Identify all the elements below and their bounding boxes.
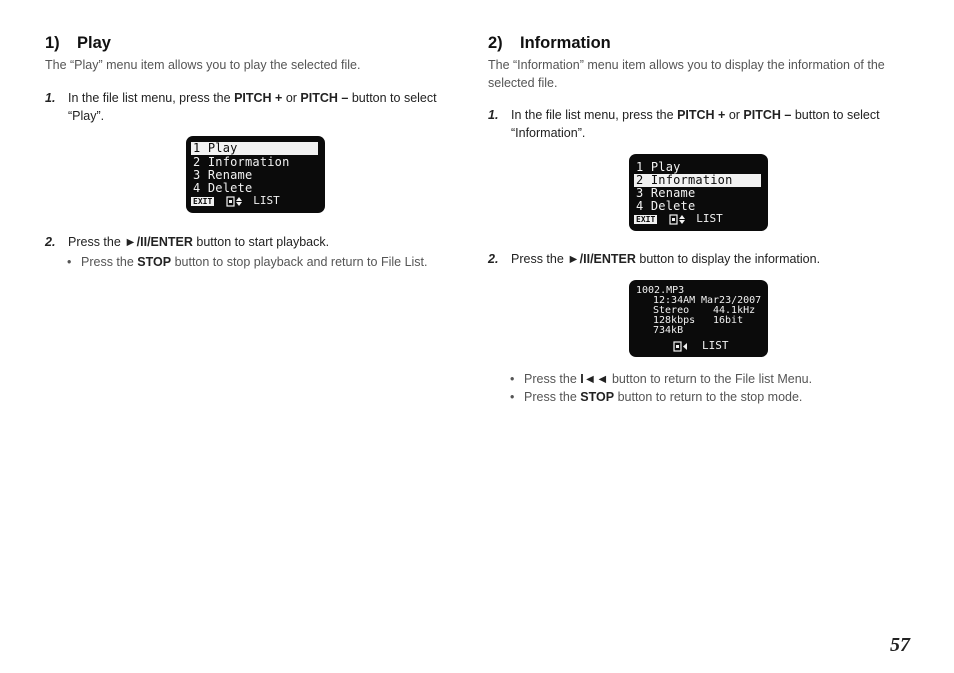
- bullet-note: • Press the STOP button to stop playback and return to File List.: [67, 255, 428, 269]
- list-label: LIST: [702, 339, 729, 352]
- menu-row-play: 1 Play: [636, 160, 681, 174]
- intro-text: The “Play” menu item allows you to play the selected file.: [45, 58, 361, 72]
- info-time: 12:34AM: [653, 295, 696, 306]
- step-number: 2.: [488, 252, 499, 266]
- intro-text: The “Information” menu item allows you to display the information of the selected file.: [488, 58, 885, 90]
- lcd-footer: [634, 213, 723, 225]
- lcd-menu-screen: [186, 136, 325, 213]
- info-date: Mar23/2007: [701, 295, 762, 306]
- list-label: LIST: [696, 212, 723, 225]
- menu-row-delete: 4 Delete: [193, 181, 253, 195]
- lcd-footer: [191, 195, 280, 207]
- info-filename: 1002.MP3: [636, 285, 685, 296]
- menu-row-information: 2 Information: [193, 155, 290, 169]
- folder-back-icon: [673, 341, 689, 352]
- heading-number: 1): [45, 34, 60, 52]
- heading-title: Play: [77, 34, 111, 52]
- folder-up-down-icon: [669, 214, 689, 225]
- list-label: LIST: [253, 194, 280, 207]
- step-1: [488, 106, 910, 142]
- lcd-footer: [673, 340, 729, 352]
- section-heading: [488, 34, 611, 53]
- info-size: 734kB: [653, 325, 684, 336]
- bullet-note: • Press the STOP button to return to the stop mode.: [510, 390, 803, 404]
- step-number: 2.: [45, 235, 56, 249]
- exit-label: EXIT: [193, 196, 213, 206]
- menu-row-information: 2 Information: [634, 174, 761, 187]
- lcd-info-screen: [629, 280, 768, 357]
- step-text: In the file list menu, press the PITCH + or PITCH – button to select “Information”.: [511, 108, 880, 140]
- bullet-note: • Press the I◄◄ button to return to the File list Menu.: [510, 372, 813, 386]
- step-2: [488, 250, 910, 268]
- menu-row-play: 1 Play: [191, 142, 318, 155]
- step-text: In the file list menu, press the PITCH + or PITCH – button to select “Play”.: [68, 91, 437, 123]
- menu-row-delete: 4 Delete: [636, 199, 696, 213]
- folder-up-down-icon: [226, 196, 246, 207]
- page-number: 57: [890, 634, 910, 656]
- step-text: Press the ►/II/ENTER button to display the information.: [511, 252, 821, 266]
- lcd-menu-screen: [629, 154, 768, 231]
- exit-label: EXIT: [636, 214, 656, 224]
- bullet-dot-icon: •: [510, 390, 515, 404]
- heading-title: Information: [520, 34, 611, 52]
- step-number: 1.: [45, 91, 56, 105]
- menu-row-rename: 3 Rename: [193, 168, 253, 182]
- bullet-dot-icon: •: [510, 372, 515, 386]
- step-text: Press the ►/II/ENTER button to start playback.: [68, 235, 330, 249]
- bullet-dot-icon: •: [67, 255, 72, 269]
- step-number: 1.: [488, 108, 499, 122]
- info-bitdepth: 16bit: [713, 315, 744, 326]
- heading-number: 2): [488, 34, 503, 52]
- info-channel: Stereo: [653, 305, 690, 316]
- info-samplerate: 44.1kHz: [713, 305, 756, 316]
- section-heading: [45, 34, 111, 53]
- info-bitrate: 128kbps: [653, 315, 696, 326]
- step-2: [45, 233, 470, 251]
- step-1: [45, 89, 470, 125]
- menu-row-rename: 3 Rename: [636, 186, 696, 200]
